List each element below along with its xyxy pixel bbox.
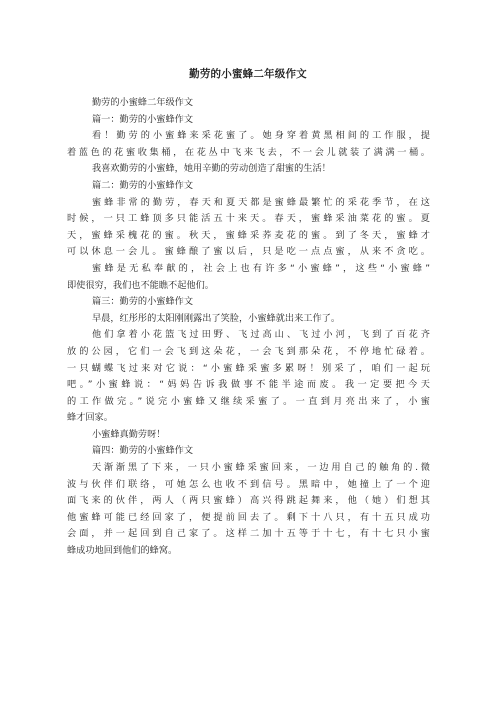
text-line: 放的公园，它们一会飞到这朵花，一会飞到那朵花，不停地忙碌着。: [67, 345, 430, 357]
text-line: 即使很穷，我们也不能瞧不起他们。: [67, 279, 214, 291]
text-line: 可以休息一会儿。蜜蜂酿了蜜以后，只是吃一点点蜜，从来不贪吃。: [67, 246, 430, 258]
document-body: [67, 95, 430, 560]
text-line: 一只蝴蝶飞过来对它说：“小蜜蜂采蜜多累呀！别采了，咱们一起玩: [67, 362, 430, 374]
document-title: 勤劳的小蜜蜂二年级作文: [189, 68, 307, 80]
text-line: 天，蜜蜂采槐花的蜜。秋天，蜜蜂采荞麦花的蜜。到了冬天，蜜蜂才: [67, 229, 430, 241]
text-line: 吧。”小蜜蜂说：“妈妈告诉我做事不能半途而废。我一定要把今天: [67, 379, 430, 391]
text-line: 篇四：勤劳的小蜜蜂作文: [92, 445, 194, 457]
text-line: 蜜蜂非常的勤劳，春天和夏天都是蜜蜂最繁忙的采花季节，在这: [92, 196, 430, 208]
text-line: 天渐渐黑了下来，一只小蜜蜂采蜜回来，一边用自己的触角的.微: [92, 462, 430, 474]
text-line: 蜜蜂是无私奉献的，社会上也有许多“小蜜蜂”，这些“小蜜蜂”: [92, 262, 430, 274]
text-line: 篇三：勤劳的小蜜蜂作文: [92, 296, 194, 308]
text-line: 早晨，红彤彤的太阳刚刚露出了笑脸，小蜜蜂就出来工作了。: [92, 312, 341, 324]
text-line: 面飞来的伙伴，两人（两只蜜蜂）高兴得跳起舞来，他（她）们想其: [67, 495, 430, 507]
text-line: 我喜欢勤劳的小蜜蜂，她用辛勤的劳动创造了甜蜜的生活！: [92, 163, 331, 175]
text-line: 着蓝色的花蜜收集桶，在花丛中飞来飞去，不一会儿就装了满满一桶。: [67, 146, 430, 158]
text-line: 看！勤劳的小蜜蜂来采花蜜了。她身穿着黄黑相间的工作服，提: [92, 130, 430, 142]
text-line: 他蜜蜂可能已经回家了，便提前回去了。剩下十八只，有十五只成功: [67, 511, 430, 523]
text-line: 勤劳的小蜜蜂二年级作文: [92, 97, 194, 108]
text-line: 时候，一只工蜂顶多只能活五十来天。春天，蜜蜂采油菜花的蜜。夏: [67, 213, 430, 225]
text-line: 蜂才回家。: [67, 412, 113, 424]
text-line: 篇一：勤劳的小蜜蜂作文: [92, 113, 194, 125]
text-line: 蜂成功地回到他们的蜂窝。: [67, 545, 178, 557]
text-line: 会面，并一起回到自己家了。这样二加十五等于十七，有十七只小蜜: [67, 528, 430, 540]
text-line: 的工作做完。”说完小蜜蜂又继续采蜜了。一直到月亮出来了，小蜜: [67, 395, 430, 407]
text-line: 他们拿着小花篮飞过田野、飞过高山、飞过小河，飞到了百花齐: [92, 329, 430, 341]
text-line: 篇二：勤劳的小蜜蜂作文: [92, 179, 194, 191]
text-line: 小蜜蜂真勤劳呀！: [92, 428, 166, 440]
text-line: 波与伙伴们联络，可她怎么也收不到信号。黑暗中，她撞上了一个迎: [67, 478, 430, 490]
